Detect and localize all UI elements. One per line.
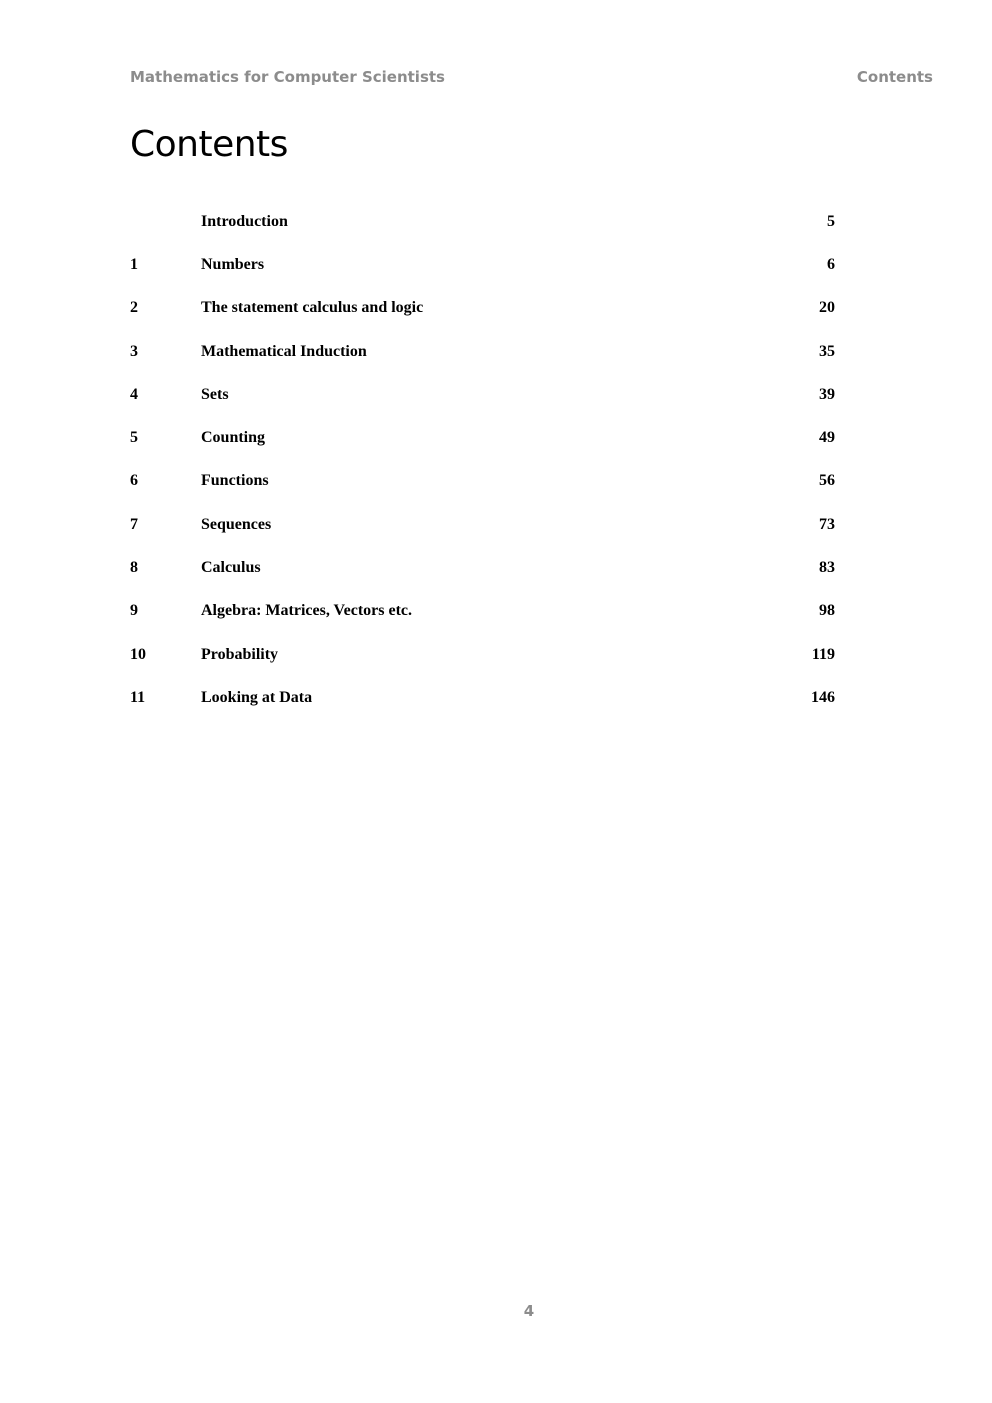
chapter-page: 56 [819,472,835,490]
chapter-number: 3 [130,342,138,360]
chapter-page: 20 [819,299,835,317]
chapter-number: 2 [130,299,138,317]
chapter-title: Mathematical Induction [201,342,367,360]
chapter-page: 146 [811,688,835,706]
toc-entry-5[interactable] [130,416,835,459]
chapter-page: 39 [819,385,835,403]
toc-entry-8[interactable] [130,546,835,589]
chapter-title: Introduction [201,212,288,230]
chapter-page: 83 [819,559,835,577]
chapter-page: 35 [819,342,835,360]
chapter-title: Sets [201,385,229,403]
chapter-title: Looking at Data [201,688,313,706]
chapter-number: 10 [130,645,146,663]
chapter-page: 5 [827,212,835,230]
chapter-number: 9 [130,602,138,620]
toc-entry-introduction[interactable] [130,200,835,243]
toc-entry-3[interactable] [130,330,835,373]
toc-entry-6[interactable] [130,460,835,503]
chapter-number: 4 [130,385,138,403]
toc-entry-7[interactable] [130,503,835,546]
chapter-title: Algebra: Matrices, Vectors etc. [201,602,413,620]
chapter-title: The statement calculus and logic [201,299,424,317]
chapter-number: 1 [130,255,138,273]
toc-entry-1[interactable] [130,243,835,286]
book-title: Mathematics for Computer Scientists [130,68,445,86]
chapter-page: 119 [811,645,835,663]
chapter-page: 73 [819,515,835,533]
toc-entry-10[interactable] [130,633,835,676]
toc-entry-4[interactable] [130,373,835,416]
toc-entry-9[interactable] [130,590,835,633]
chapter-page: 49 [819,429,835,447]
chapter-number: 8 [130,559,138,577]
toc-entry-2[interactable] [130,287,835,330]
running-header [130,68,933,92]
chapter-title: Numbers [201,255,265,273]
chapter-page: 98 [819,602,835,620]
chapter-title: Probability [201,645,279,663]
chapter-number: 7 [130,515,138,533]
table-of-contents [130,200,835,720]
toc-entry-11[interactable] [130,676,835,719]
chapter-title: Sequences [201,515,272,533]
chapter-number: 11 [130,688,146,706]
page-title: Contents [130,124,288,165]
page-number: 4 [523,1302,535,1320]
section-name: Contents [856,68,933,86]
chapter-number: 6 [130,472,138,490]
chapter-title: Counting [201,429,266,447]
chapter-title: Functions [201,472,269,490]
chapter-number: 5 [130,429,138,447]
chapter-title: Calculus [201,559,261,577]
chapter-page: 6 [827,255,835,273]
